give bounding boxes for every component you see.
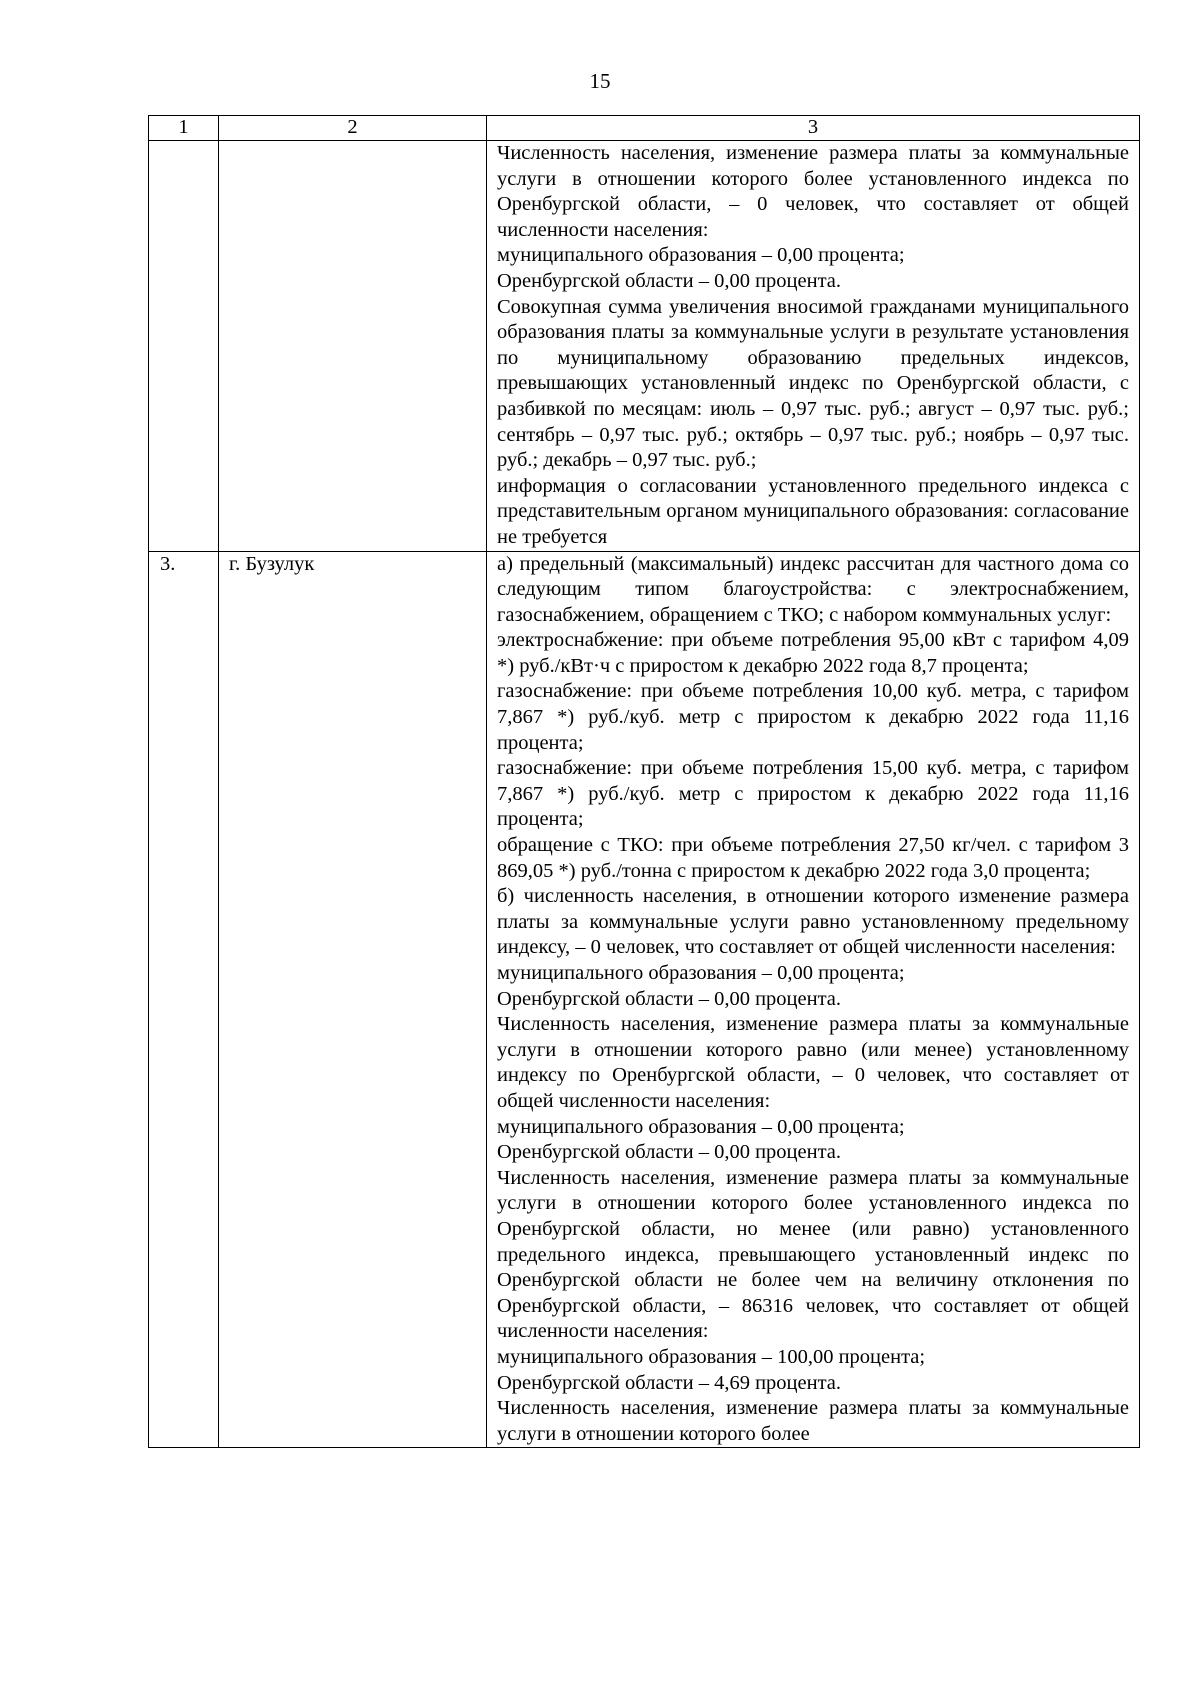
header-col-3: 3 (487, 116, 1140, 141)
row-number: 3. (160, 552, 176, 575)
paragraph: Оренбургской области – 0,00 процента. (497, 1141, 842, 1164)
paragraph: Совокупная сумма увеличения вносимой гражданами муниципального образования платы за коммунальные услуги в результате установления по муниципальному образованию предельных индексов, превышающих установленный индекс по Оренбургской области, с разбивкой по месяцам: июль – 0,97 тыс. руб.; август – 0,97 тыс. руб.; сентябрь – 0,97 тыс. руб.; октябрь – 0,97 тыс. руб.; ноябрь – 0,97 тыс. руб.; декабрь – 0,97 тыс. руб.; (497, 295, 1129, 472)
paragraph: муниципального образования – 0,00 процента; (497, 244, 905, 267)
paragraph: обращение с ТКО: при объеме потребления 27,50 кг/чел. с тарифом 3 869,05 *) руб./тонна с приростом к декабрю 2022 года 3,0 процента; (497, 834, 1129, 882)
header-col-2: 2 (219, 116, 487, 141)
municipality-cell (219, 141, 487, 552)
paragraph: б) численность населения, в отношении которого изменение размера платы за коммунальные услуги равно установленному предельному индексу, – 0 человек, что составляет от общей численности населения: (497, 885, 1129, 959)
paragraph: газоснабжение: при объеме потребления 10,00 куб. метра, с тарифом 7,867 *) руб./куб. метр с приростом к декабрю 2022 года 11,16 процента; (497, 680, 1129, 754)
municipality-name: г. Бузулук (229, 552, 315, 575)
paragraph: а) предельный (максимальный) индекс рассчитан для частного дома со следующим типом благоустройства: с электроснабжением, газоснабжением, обращением с ТКО; с набором коммунальных услуг: (497, 552, 1129, 626)
paragraph: газоснабжение: при объеме потребления 15,00 куб. метра, с тарифом 7,867 *) руб./куб. метр с приростом к декабрю 2022 года 11,16 процента; (497, 757, 1129, 831)
table-row-3 (149, 551, 1140, 1448)
description-cell (487, 141, 1140, 552)
paragraph: информация о согласовании установленного предельного индекса с представительным органом муниципального образования: согласование не требуется (497, 474, 1129, 548)
row-number-cell (149, 551, 219, 1448)
table-row-continued (149, 141, 1140, 552)
row-number-cell (149, 141, 219, 552)
paragraph: Численность населения, изменение размера платы за коммунальные услуги в отношении которого равно (или менее) установленному индексу по Оренбургской области, – 0 человек, что составляет от общей численности населения: (497, 1013, 1129, 1112)
page-number: 15 (589, 69, 611, 93)
description-cell (487, 551, 1140, 1448)
paragraph: Численность населения, изменение размера платы за коммунальные услуги в отношении которого более (497, 1397, 1129, 1445)
description-text (487, 141, 1139, 551)
paragraph: муниципального образования – 0,00 процента; (497, 962, 905, 984)
paragraph: Оренбургской области – 4,69 процента. (497, 1371, 842, 1394)
header-col-1: 1 (149, 116, 219, 141)
paragraph: муниципального образования – 0,00 процента; (497, 1115, 905, 1138)
paragraph: электроснабжение: при объеме потребления 95,00 кВт с тарифом 4,09 *) руб./кВт·ч с приростом к декабрю 2022 года 8,7 процента; (497, 629, 1129, 677)
paragraph: Численность населения, изменение размера платы за коммунальные услуги в отношении которого более установленного индекса по Оренбургской области, но менее (или равно) установленного предельного индекса, превышающего установленный индекс по Оренбургской области не более чем на величину отклонения по Оренбургской области, – 86316 человек, что составляет от общей численности населения: (497, 1166, 1129, 1343)
municipality-cell (219, 551, 487, 1448)
paragraph: муниципального образования – 100,00 процента; (497, 1345, 926, 1368)
table-header-row (149, 116, 1140, 141)
paragraph: Оренбургской области – 0,00 процента. (497, 269, 842, 292)
description-text (487, 552, 1139, 1448)
paragraph: Оренбургской области – 0,00 процента. (497, 987, 842, 1010)
document-table (148, 115, 1140, 1448)
paragraph: Численность населения, изменение размера платы за коммунальные услуги в отношении которого более установленного индекса по Оренбургской области, – 0 человек, что составляет от общей численности населения: (497, 142, 1129, 241)
